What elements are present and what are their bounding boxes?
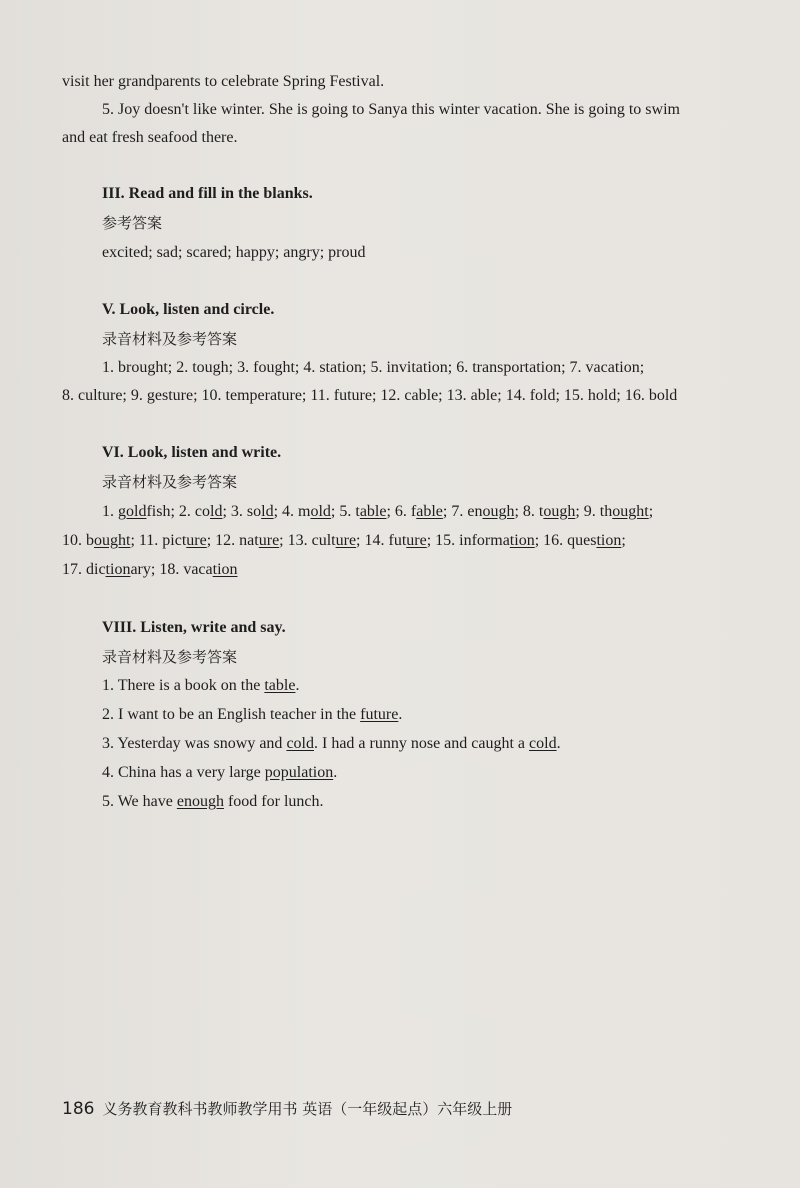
page-number: 186 [62, 1099, 95, 1119]
list-item: 4. China has a very large population. [102, 764, 338, 781]
list-item: 5. We have enough food for lunch. [102, 793, 324, 810]
section-subheading: 参考答案 [102, 214, 163, 232]
text-line: 5. Joy doesn't like winter. She is going to Sanya this winter vacation. She is going to swim [102, 101, 680, 118]
text-line: and eat fresh seafood there. [62, 129, 238, 146]
book-title: 义务教育教科书教师教学用书 英语（一年级起点）六年级上册 [102, 1100, 513, 1118]
section-subheading: 录音材料及参考答案 [102, 648, 238, 666]
answer-line: excited; sad; scared; happy; angry; proud [102, 244, 366, 261]
section-subheading: 录音材料及参考答案 [102, 473, 238, 491]
list-item: 2. I want to be an English teacher in the future. [102, 706, 403, 723]
section-subheading: 录音材料及参考答案 [102, 330, 238, 348]
answer-line: 1. goldfish; 2. cold; 3. sold; 4. mold; 5. table; 6. fable; 7. enough; 8. tough; 9. thought; [102, 503, 654, 520]
section-heading: VI. Look, listen and write. [102, 444, 282, 461]
text-line: visit her grandparents to celebrate Spring Festival. [62, 73, 385, 90]
page-footer [62, 1098, 512, 1119]
list-item: 1. There is a book on the table. [102, 677, 300, 694]
answer-line: 8. culture; 9. gesture; 10. temperature; 11. future; 12. cable; 13. able; 14. fold; 15. hold; 16. bold [62, 387, 678, 404]
answer-line: 1. brought; 2. tough; 3. fought; 4. station; 5. invitation; 6. transportation; 7. vacation; [102, 359, 645, 376]
answer-line: 17. dictionary; 18. vacation [62, 561, 238, 578]
section-heading: V. Look, listen and circle. [102, 301, 275, 318]
section-heading: III. Read and fill in the blanks. [102, 185, 313, 202]
answer-line: 10. bought; 11. picture; 12. nature; 13. culture; 14. future; 15. information; 16. question; [62, 532, 626, 549]
section-heading: VIII. Listen, write and say. [102, 619, 286, 636]
list-item: 3. Yesterday was snowy and cold. I had a runny nose and caught a cold. [102, 735, 561, 752]
